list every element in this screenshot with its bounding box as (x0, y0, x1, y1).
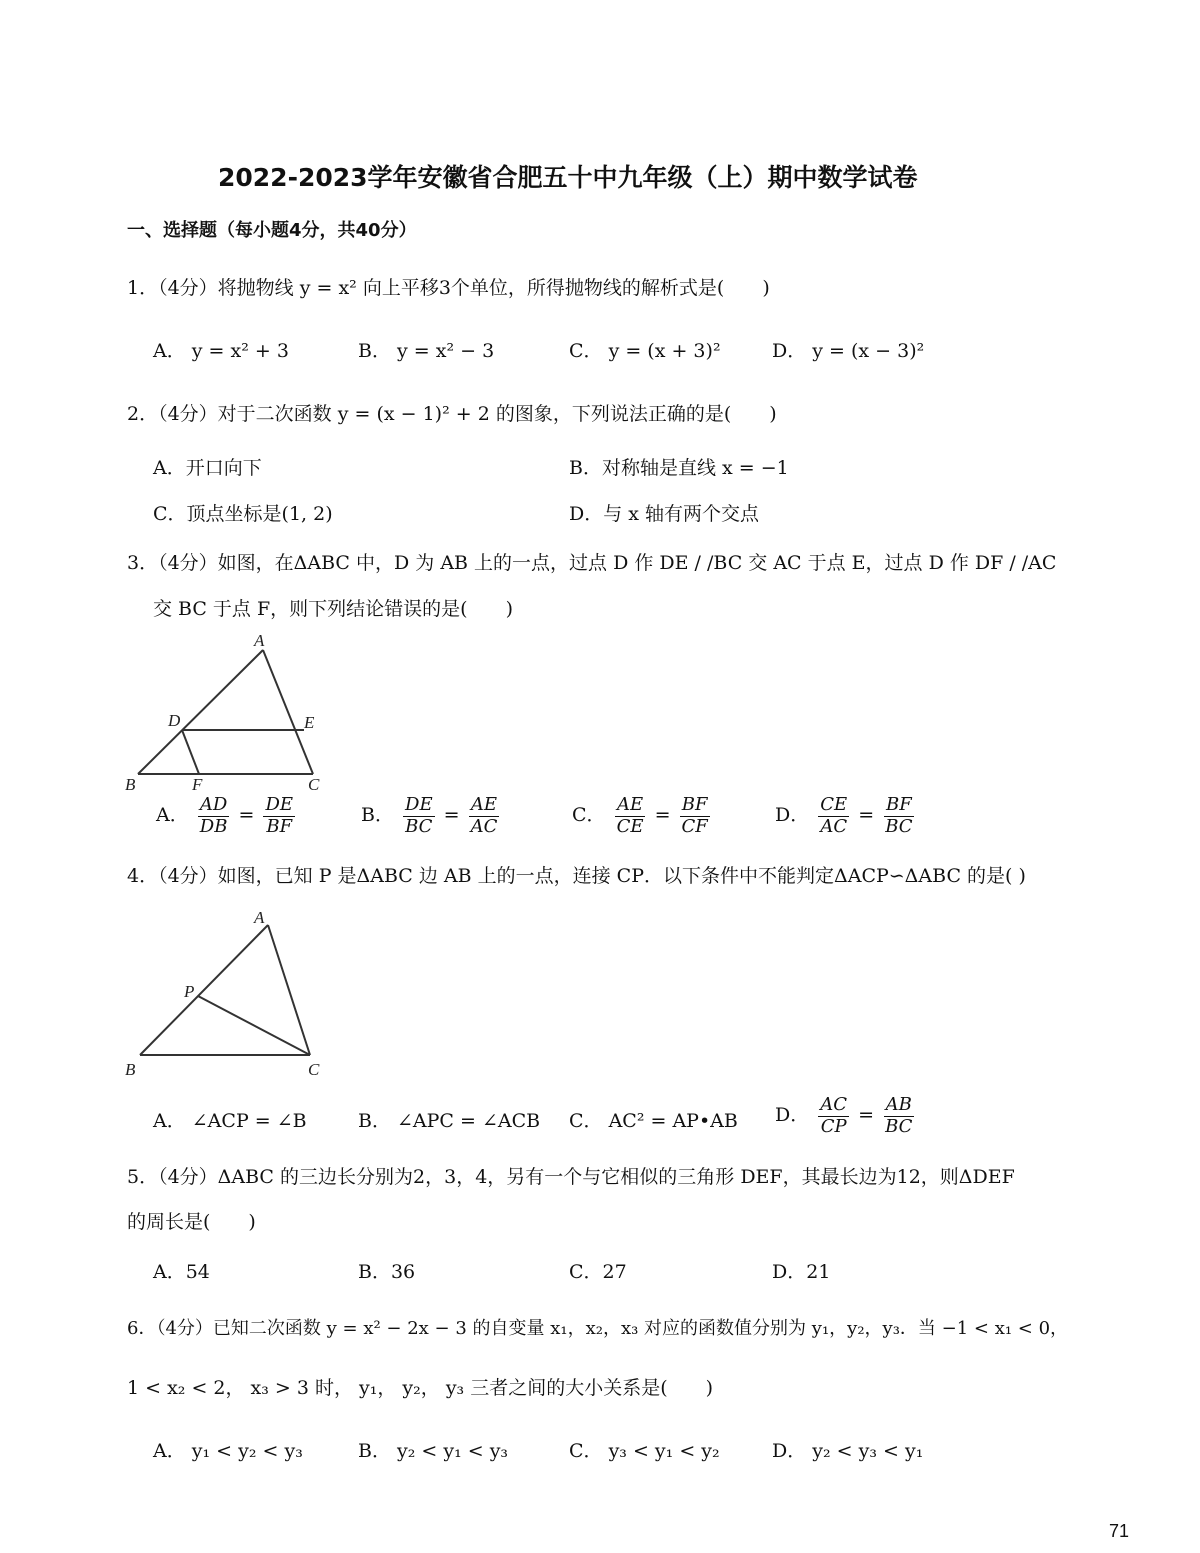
q4-d-frac2: $\frac{AB}{BC}$ (885, 1094, 913, 1137)
q4-label-a: A (254, 908, 265, 927)
q4-label-p: P (184, 982, 195, 1001)
q2-option-c: C．顶点坐标是(1, 2) (153, 503, 333, 525)
q3-a-label: A． (156, 804, 189, 827)
q6-option-d: D． y₂ < y₃ < y₁ (772, 1440, 924, 1462)
q3-c-frac1: $\frac{AE}{CE}$ (616, 794, 644, 837)
q4-option-d: D． $\frac{AC}{CP}$ = $\frac{AB}{BC}$ (775, 1094, 913, 1137)
q6-option-b: B． y₂ < y₁ < y₃ (358, 1440, 509, 1462)
q2-option-b: B．对称轴是直线 x = −1 (569, 457, 789, 479)
q4-figure (120, 905, 340, 1085)
q2-option-d: D．与 x 轴有两个交点 (569, 503, 760, 525)
q3-b-frac2: $\frac{AE}{AC}$ (470, 794, 498, 837)
q3-c-frac2: $\frac{BF}{CF}$ (681, 794, 708, 837)
q3-d-frac1: $\frac{CE}{AC}$ (820, 794, 848, 837)
q5-option-d: D．21 (772, 1261, 831, 1283)
page-title: 2022-2023学年安徽省合肥五十中九年级（上）期中数学试卷 (218, 163, 918, 192)
q3-option-c: C． $\frac{AE}{CE}$ = $\frac{BF}{CF}$ (572, 794, 708, 837)
q3-label-f: F (192, 775, 203, 794)
q4-label-b: B (125, 1060, 136, 1079)
q4-label-c: C (308, 1060, 320, 1079)
q4-option-a: A． ∠ACP = ∠B (153, 1110, 307, 1132)
q1-option-a: A． y = x² + 3 (153, 340, 289, 362)
page-number: 71 (1109, 1521, 1130, 1541)
section-heading: 一、选择题（每小题4分，共40分） (127, 220, 417, 241)
q3-label-d: D (168, 711, 181, 730)
q3-a-frac1: $\frac{AD}{DB}$ (199, 794, 228, 837)
q3-b-frac1: $\frac{DE}{BC}$ (405, 794, 433, 837)
q3-label-b: B (125, 775, 136, 794)
q2-stem: 2．（4分）对于二次函数 y = (x − 1)² + 2 的图象，下列说法正确的是( ) (127, 403, 777, 425)
q5-option-b: B．36 (358, 1261, 416, 1283)
q1-option-c: C． y = (x + 3)² (569, 340, 721, 362)
q3-option-d: D． $\frac{CE}{AC}$ = $\frac{BF}{BC}$ (775, 794, 913, 837)
q3-a-frac2: $\frac{DE}{BF}$ (265, 794, 294, 837)
q6-stem-line2: 1 < x₂ < 2， x₃ > 3 时， y₁， y₂， y₃ 三者之间的大小关系是( ) (127, 1377, 714, 1399)
q4-option-c: C． AC² = AP•AB (569, 1110, 738, 1132)
q6-option-a: A． y₁ < y₂ < y₃ (153, 1440, 303, 1462)
q3-label-a: A (254, 631, 265, 650)
q3-option-b: B． $\frac{DE}{BC}$ = $\frac{AE}{AC}$ (361, 794, 498, 837)
q3-stem-line2: 交 BC 于点 F，则下列结论错误的是( ) (153, 598, 513, 620)
q4-option-b: B． ∠APC = ∠ACB (358, 1110, 541, 1132)
q3-option-a: A． $\frac{AD}{DB}$ = $\frac{DE}{BF}$ (156, 794, 294, 837)
q4-stem: 4．（4分）如图，已知 P 是ΔABC 边 AB 上的一点，连接 CP．以下条件中不能判定ΔACP∽ΔABC 的是( ) (127, 865, 1026, 887)
q1-stem: 1．（4分）将抛物线 y = x² 向上平移3个单位，所得抛物线的解析式是( ) (127, 277, 770, 299)
q3-label-e: E (304, 713, 315, 732)
q4-d-frac1: $\frac{AC}{CP}$ (820, 1094, 848, 1137)
q3-label-c: C (308, 775, 320, 794)
q2-option-a: A．开口向下 (153, 457, 262, 479)
q6-option-c: C． y₃ < y₁ < y₂ (569, 1440, 720, 1462)
q1-option-d: D． y = (x − 3)² (772, 340, 925, 362)
q5-stem-line2: 的周长是( ) (127, 1211, 256, 1233)
q5-stem-line1: 5．（4分）ΔABC 的三边长分别为2，3，4，另有一个与它相似的三角形 DEF，其最长边为12，则ΔDEF (127, 1166, 1015, 1188)
q5-option-a: A．54 (153, 1261, 210, 1283)
q3-d-frac2: $\frac{BF}{BC}$ (885, 794, 913, 837)
q3-figure (120, 628, 340, 798)
q6-stem-line1: 6．（4分）已知二次函数 y = x² − 2x − 3 的自变量 x₁，x₂，x₃ 对应的函数值分别为 y₁，y₂，y₃．当 −1 < x₁ < 0， (127, 1318, 1069, 1339)
q3-stem-line1: 3．（4分）如图，在ΔABC 中，D 为 AB 上的一点，过点 D 作 DE / /BC 交 AC 于点 E，过点 D 作 DF / /AC (127, 552, 1057, 574)
q1-option-b: B． y = x² − 3 (358, 340, 495, 362)
q5-option-c: C．27 (569, 1261, 627, 1283)
